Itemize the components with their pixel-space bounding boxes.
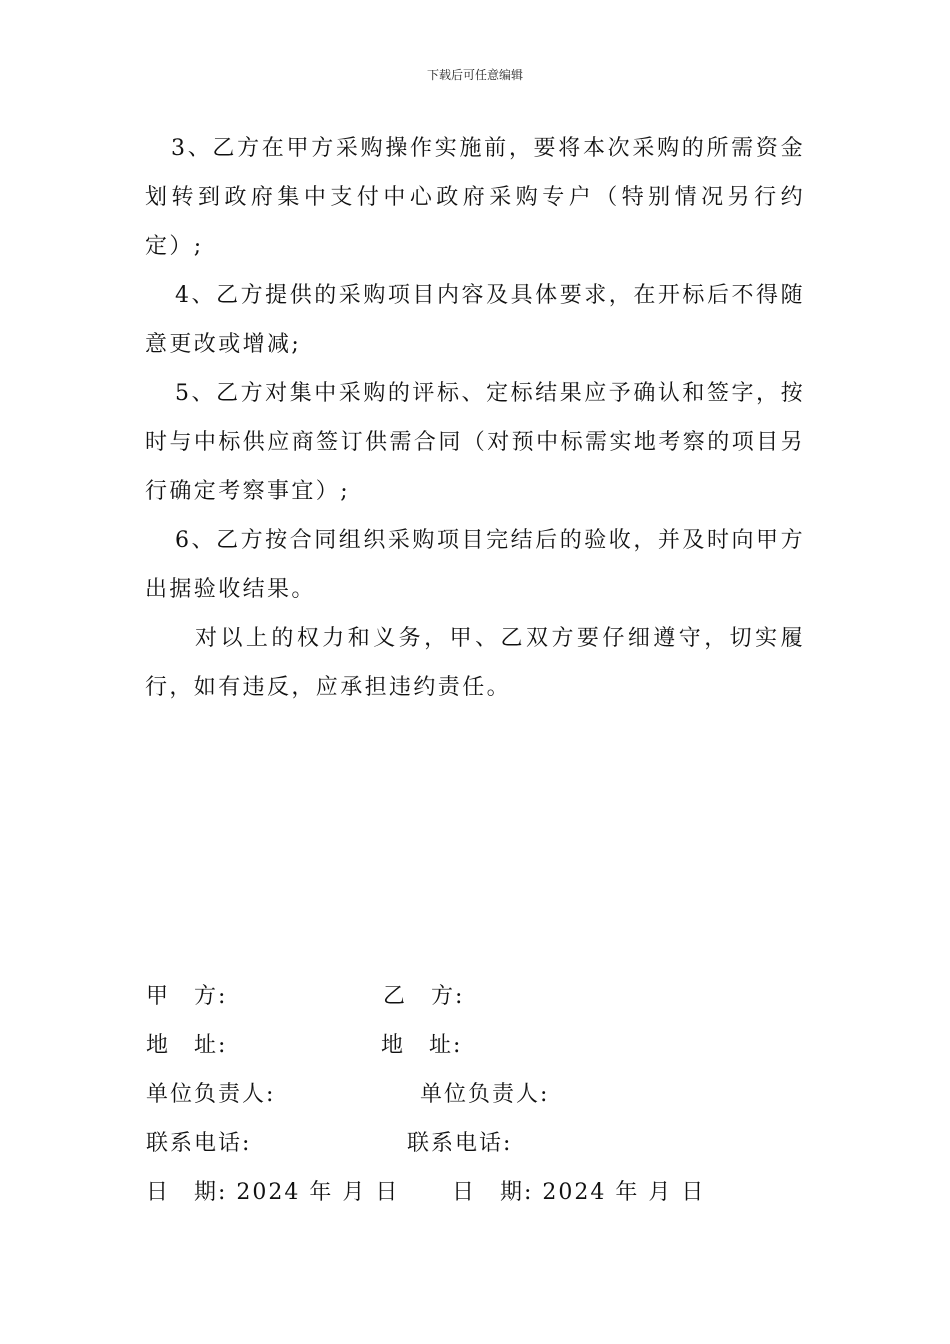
clause-4: 4、乙方提供的采购项目内容及具体要求，在开标后不得随意更改或增减; — [145, 283, 805, 357]
clause-6: 6、乙方按合同组织采购项目完结后的验收，并及时向甲方出据验收结果。 — [145, 528, 805, 602]
party-b-address-label: 地 址: — [381, 1033, 463, 1058]
clause-3: 3、乙方在甲方采购操作实施前，要将本次采购的所需资金划转到政府集中支付中心政府采购专户（特别情况另行约定）; — [145, 136, 805, 259]
party-a-name-label: 甲 方: — [146, 984, 228, 1009]
party-a-responsible-label: 单位负责人: — [146, 1082, 276, 1107]
party-b-phone-label: 联系电话: — [407, 1131, 513, 1156]
clause-5: 5、乙方对集中采购的评标、定标结果应予确认和签字，按时与中标供应商签订供需合同（对预中标需实地考察的项目另行确定考察事宜）; — [145, 381, 805, 504]
party-a-date-label: 日 期: 2024 年 月 日 — [146, 1180, 400, 1205]
page-header-note: 下载后可任意编辑 — [426, 68, 523, 82]
party-a-phone-label: 联系电话: — [146, 1131, 252, 1156]
closing-statement: 对以上的权力和义务，甲、乙双方要仔细遵守，切实履行，如有违反，应承担违约责任。 — [145, 626, 805, 700]
party-name-row — [146, 972, 826, 1021]
party-b-name-label: 乙 方: — [383, 984, 465, 1009]
address-row — [146, 1021, 826, 1070]
contract-body — [145, 124, 805, 712]
date-row — [146, 1168, 826, 1217]
party-b-responsible-label: 单位负责人: — [420, 1082, 550, 1107]
party-a-address-label: 地 址: — [146, 1033, 228, 1058]
signature-block — [146, 972, 826, 1217]
phone-row — [146, 1119, 826, 1168]
party-b-date-label: 日 期: 2024 年 月 日 — [452, 1180, 706, 1205]
responsible-row — [146, 1070, 826, 1119]
